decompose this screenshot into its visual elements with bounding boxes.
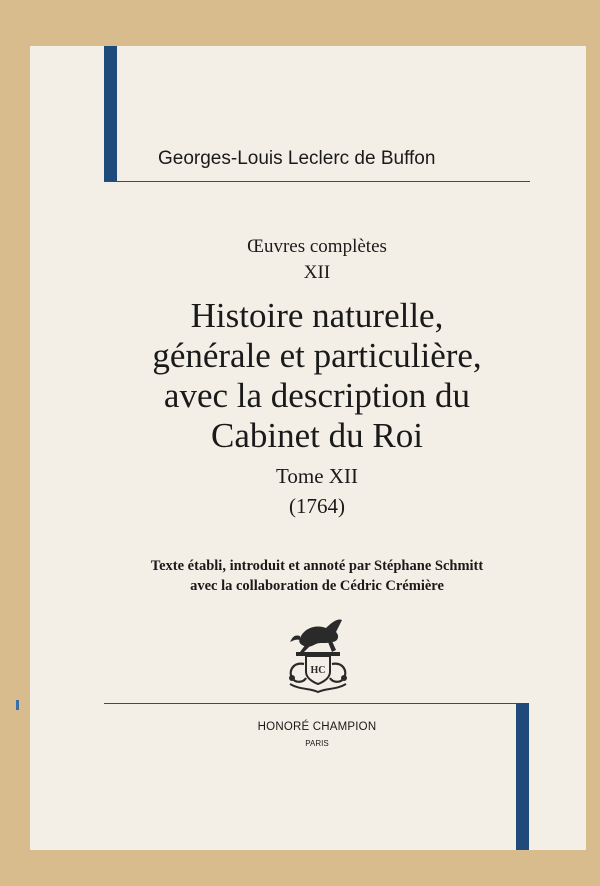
volume-number: XII [303,262,331,283]
credit-line-2: avec la collaboration de Cédric Crémière [190,578,444,594]
publisher-name: HONORÉ CHAMPION [257,721,377,733]
bottom-rule [104,703,528,704]
emblem-monogram: HC [310,665,326,676]
author-name: Georges-Louis Leclerc de Buffon [158,148,436,169]
edge-mark [16,700,19,710]
publisher-emblem-icon [270,608,366,696]
top-rule [104,181,530,182]
title-line-3: avec la description du [163,376,471,415]
title-line-4: Cabinet du Roi [211,416,423,455]
publisher-city: PARIS [305,739,329,748]
credit-line-1: Texte établi, introduit et annoté par Stéphane Schmitt [150,558,484,574]
publication-year: (1764) [289,494,345,518]
title-line-2: générale et particulière, [152,336,482,375]
top-accent-bar [104,46,117,182]
series-title: Œuvres complètes [247,236,387,257]
title-line-1: Histoire naturelle, [190,296,444,335]
tome-label: Tome XII [276,464,358,488]
